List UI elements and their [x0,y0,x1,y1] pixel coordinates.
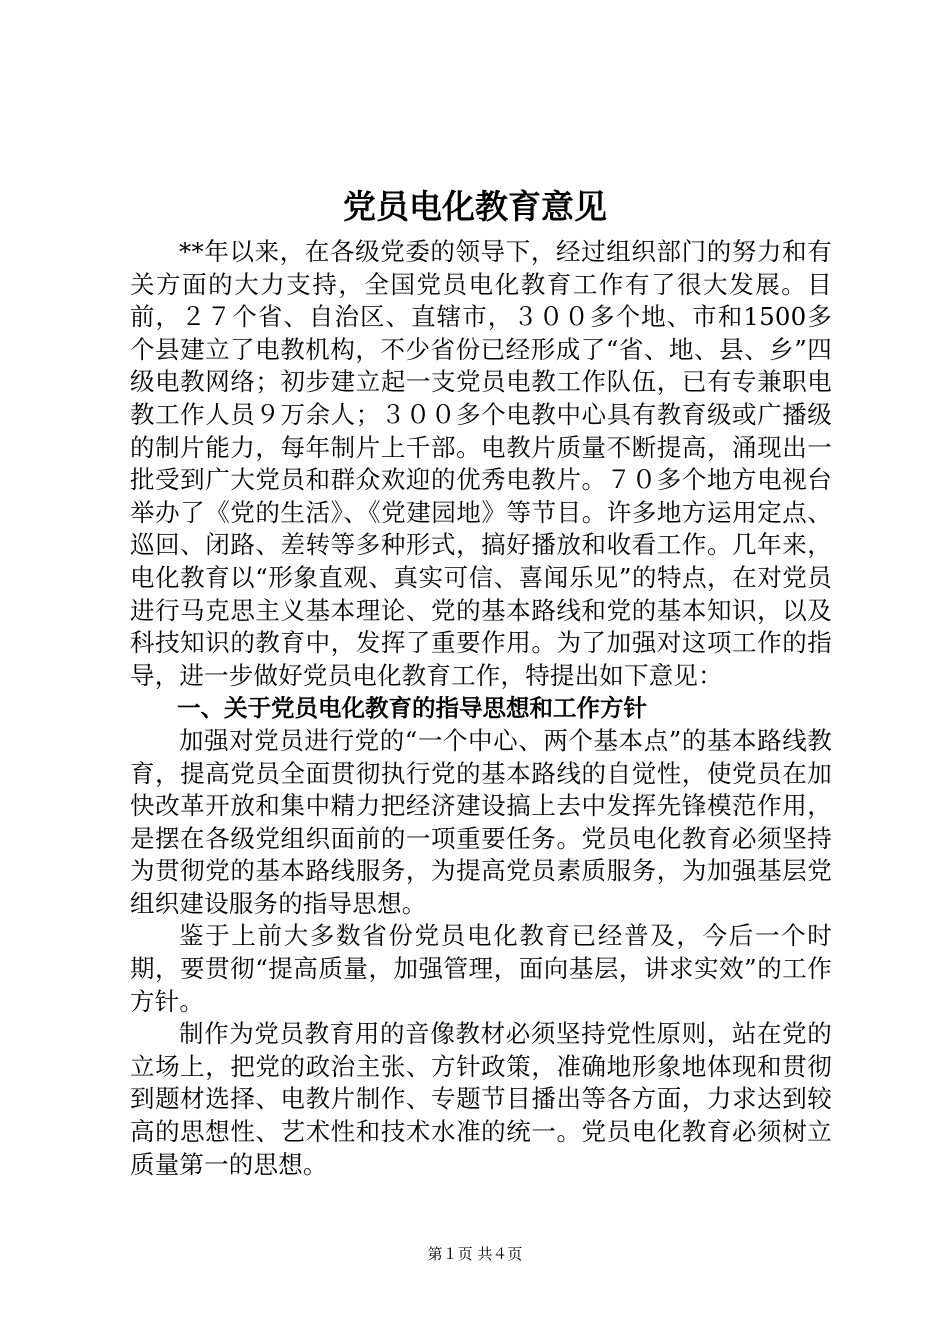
document-body [130,236,832,1181]
section-heading: 一、关于党员电化教育的指导思想和工作方针 [177,694,647,723]
page-number-footer: 第１页 共４页 [427,1245,523,1263]
work-policy-paragraph: 鉴于上前大多数省份党员电化教育已经普及，今后一个时期，要贯彻“提高质量，加强管理，面向基层，讲求实效”的工作方针。 [130,921,832,1016]
guiding-ideology-paragraph: 加强对党员进行党的“一个中心、两个基本点”的基本路线教育，提高党员全面贯彻执行党的基本路线的自觉性，使党员在加快改革开放和集中精力把经济建设搞上去中发挥先锋模范作用，是摆在各级党组织面前的一项重要任务。党员电化教育必须坚持为贯彻党的基本路线服务，为提高党员素质服务，为加强基层党组织建设服务的指导思想。 [130,725,832,918]
production-principle-paragraph: 制作为党员教育用的音像教材必须坚持党性原则，站在党的立场上，把党的政治主张、方针政策，准确地形象地体现和贯彻到题材选择、电教片制作、专题节目播出等各方面，力求达到较高的思想性、艺术性和技术水准的统一。党员电化教育必须树立质量第一的思想。 [130,1019,832,1179]
document-title: 党员电化教育意见 [343,187,607,226]
intro-paragraph: **年以来，在各级党委的领导下，经过组织部门的努力和有关方面的大力支持，全国党员电化教育工作有了很大发展。目前，２７个省、自治区、直辖市，３００多个地、市和1500多个县建立了电教机构，不少省份已经形成了“省、地、县、乡”四级电教网络；初步建立起一支党员电教工作队伍，已有专兼职电教工作人员９万余人；３００多个电教中心具有教育级或广播级的制片能力，每年制片上千部。电教片质量不断提高，涌现出一批受到广大党员和群众欢迎的优秀电教片。７０多个地方电视台举办了《党的生活》、《党建园地》等节目。许多地方运用定点、巡回、闭路、差转等多种形式，搞好播放和收看工作。几年来，电化教育以“形象直观、真实可信、喜闻乐见”的特点，在对党员进行马克思主义基本理论、党的基本路线和党的基本知识，以及科技知识的教育中，发挥了重要作用。为了加强对这项工作的指导，进一步做好党员电化教育工作，特提出如下意见： [130,237,832,690]
